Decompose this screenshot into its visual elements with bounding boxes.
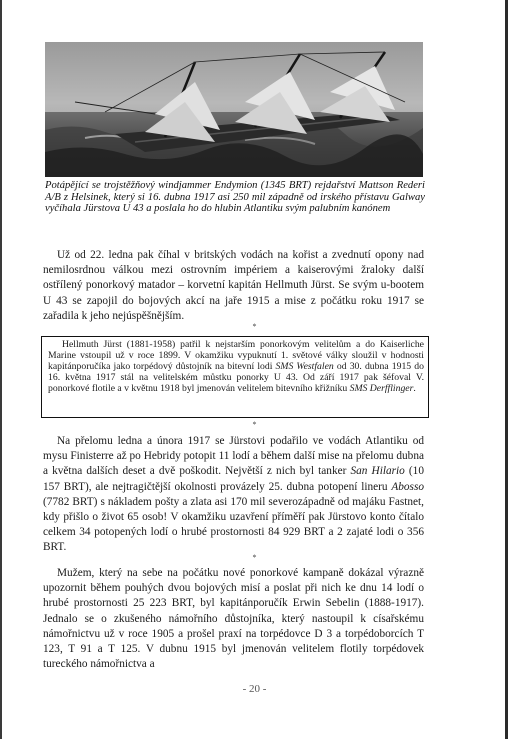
ship-name-san-hilario: San Hilario bbox=[350, 465, 405, 478]
paragraph-sebelin: Mužem, který na sebe na počátku nové ponorkové kampaně dokázal výrazně upozornit během pouhých dvou bojových misí a poslat při nich ke dnu 14 lodí o hrubé prostornosti 25 223 BRT, byl kapitánporučík Erwin Sebelin (1888-1917). Jednalo se o zkušeného námořního důstojníka, který nastoupil k císařskému námořnictvu už v roce 1905 a prošel praxí na torpédovce D 3 a torpédoborcích T 123, T 91 a T 125. V dubnu 1915 byl jmenován velitelem flotily torpédovek tureckého námořnictva a bbox=[43, 567, 424, 671]
separator-star: * bbox=[252, 553, 257, 562]
page-number: - 20 - bbox=[242, 683, 267, 695]
page-right-border bbox=[505, 0, 508, 739]
para2-text-before: Na přelomu ledna a února 1917 se Jürstovi podařilo ve vodách Atlantiku od mysu Finisterre až po Hebridy potopit 11 lodí a během další mise na přelomu dubna a května dalších deset a dvě poškodit. Největší z nich byl tanker bbox=[43, 435, 424, 478]
ship-name-derfflinger: SMS Derfflinger bbox=[349, 383, 414, 395]
sinking-ship-photo bbox=[45, 42, 423, 177]
paragraph-jurst-intro: Už od 22. ledna pak číhal v britských vodách na kořist a zvednutí opony nad nemilosrdnou válkou mezi ostrovním impériem a kaiserovými žraloky další ostřílený ponorkový matador – korvetní kapitán Hellmuth Jürst. Se svým u-bootem U 43 se zapojil do bojových akcí na jaře 1915 a mise z počátku roku 1917 se zařadila k jeho nejúspěšnějším. bbox=[43, 249, 424, 322]
ship-name-westfalen: SMS Westfalen bbox=[275, 361, 334, 373]
separator-star: * bbox=[252, 322, 257, 331]
paragraph-jurst-missions bbox=[43, 434, 424, 556]
para2-text-mid: (10 157 BRT), ale nejtragičtější okolnosti provázely 25. dubna potopení lineru bbox=[43, 465, 424, 493]
photo-caption: Potápějící se trojstěžňový windjammer Endymion (1345 BRT) rejdařství Mattson Rederi A/B z Helsinek, který si 16. dubna 1917 asi 250 mil západně od irského přístavu Galway vyčíhala Jürstova U 43 a poslala ho do hlubin Atlantiku svým palubním kanónem bbox=[45, 180, 425, 215]
sinking-sailing-ship-photo-icon bbox=[45, 42, 423, 177]
box-text-before: Hellmuth Jürst (1881-1958) patřil k nejstarším ponorkovým velitelům a do Kaiserliche Marine vstoupil už v roce 1899. V okamžiku vypuknutí 1. světové války sloužil v hodnosti kapitánporučíka jako torpédový důstojník na bitevní lodi bbox=[48, 339, 424, 373]
page-left-border bbox=[0, 0, 2, 739]
box-text-after: . bbox=[413, 383, 416, 395]
para2-text-after: (7782 BRT) s nákladem pošty a zlata asi 170 mil severozápadně od majáku Fastnet, kdy přišlo o život 65 osob! V okamžiku uzavření příměří pak Jürstovo konto čítalo celkem 34 potopených lodí o hrubé prostornosti 84 929 BRT a 2 zajaté lodi o 356 BRT. bbox=[43, 495, 424, 554]
box-text-middle: od 30. dubna 1915 do 16. května 1917 stál na velitelském můstku ponorky U 43. Od září 1917 pak šéfoval V. ponorkové flotile a v květnu 1918 byl jmenován velitelem bitevního křižníku bbox=[48, 361, 424, 395]
ship-name-abosso: Abosso bbox=[391, 480, 424, 493]
separator-star: * bbox=[252, 420, 257, 429]
biography-box bbox=[41, 336, 429, 418]
